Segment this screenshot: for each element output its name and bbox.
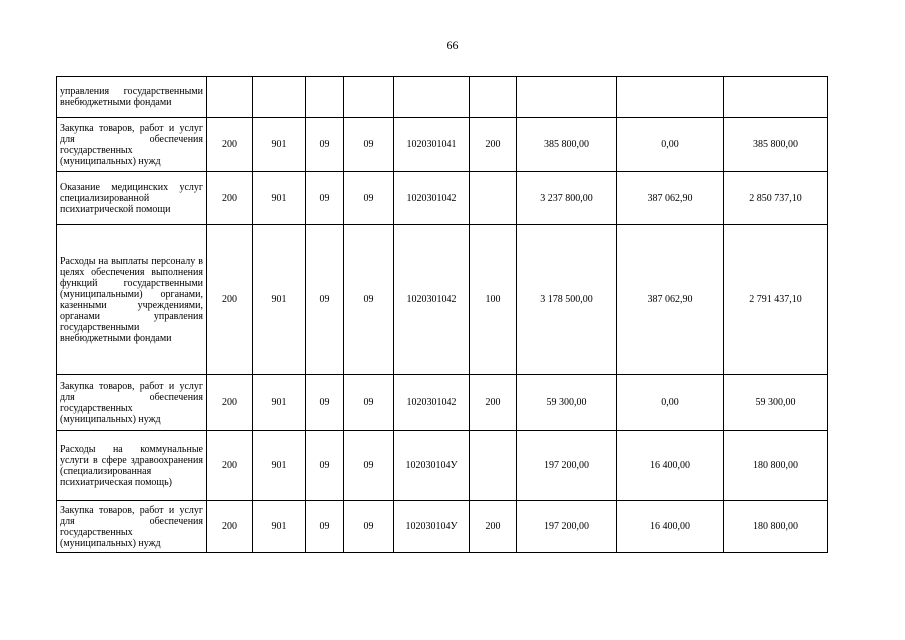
amount2-cell: 387 062,90 — [617, 225, 724, 375]
table-row — [57, 172, 828, 225]
amount1-cell: 3 237 800,00 — [517, 172, 617, 225]
page-number: 66 — [446, 38, 459, 52]
col1-cell: 200 — [207, 172, 253, 225]
row-name: Закупка товаров, работ и услуг для обеспечения государственных (муниципальных) нужд — [57, 501, 207, 553]
col4-cell: 09 — [344, 118, 394, 172]
amount3-cell: 385 800,00 — [724, 118, 828, 172]
col2-cell: 901 — [253, 431, 306, 501]
table-row — [57, 225, 828, 375]
amount1-cell — [517, 77, 617, 118]
amount1-cell: 197 200,00 — [517, 431, 617, 501]
col5-cell: 1020301042 — [394, 375, 470, 431]
col4-cell: 09 — [344, 375, 394, 431]
col4-cell — [344, 77, 394, 118]
col4-cell: 09 — [344, 172, 394, 225]
row-name: Расходы на коммунальные услуги в сфере здравоохранения (специализированная психиатрическая помощь) — [57, 431, 207, 501]
col5-cell: 102030104У — [394, 501, 470, 553]
row-name: управления государственными внебюджетными фондами — [57, 77, 207, 118]
amount3-cell: 2 850 737,10 — [724, 172, 828, 225]
amount2-cell: 16 400,00 — [617, 501, 724, 553]
amount2-cell: 16 400,00 — [617, 431, 724, 501]
amount3-cell — [724, 77, 828, 118]
amount2-cell — [617, 77, 724, 118]
col6-cell: 100 — [470, 225, 517, 375]
amount1-cell: 3 178 500,00 — [517, 225, 617, 375]
table-row — [57, 501, 828, 553]
row-name: Закупка товаров, работ и услуг для обеспечения государственных (муниципальных) нужд — [57, 118, 207, 172]
col6-cell — [470, 77, 517, 118]
table-row — [57, 431, 828, 501]
col4-cell: 09 — [344, 431, 394, 501]
col3-cell: 09 — [306, 375, 344, 431]
amount1-cell: 59 300,00 — [517, 375, 617, 431]
table-row — [57, 375, 828, 431]
row-name: Закупка товаров, работ и услуг для обеспечения государственных (муниципальных) нужд — [57, 375, 207, 431]
amount1-cell: 197 200,00 — [517, 501, 617, 553]
col1-cell — [207, 77, 253, 118]
budget-table — [56, 76, 828, 553]
col6-cell — [470, 172, 517, 225]
amount3-cell: 180 800,00 — [724, 501, 828, 553]
table-row — [57, 118, 828, 172]
col2-cell: 901 — [253, 375, 306, 431]
col3-cell: 09 — [306, 501, 344, 553]
col1-cell: 200 — [207, 375, 253, 431]
amount1-cell: 385 800,00 — [517, 118, 617, 172]
col6-cell: 200 — [470, 501, 517, 553]
col2-cell: 901 — [253, 225, 306, 375]
col4-cell: 09 — [344, 225, 394, 375]
col5-cell: 1020301042 — [394, 172, 470, 225]
col2-cell: 901 — [253, 118, 306, 172]
amount3-cell: 59 300,00 — [724, 375, 828, 431]
amount3-cell: 2 791 437,10 — [724, 225, 828, 375]
amount3-cell: 180 800,00 — [724, 431, 828, 501]
amount2-cell: 387 062,90 — [617, 172, 724, 225]
col3-cell — [306, 77, 344, 118]
col5-cell: 102030104У — [394, 431, 470, 501]
col1-cell: 200 — [207, 118, 253, 172]
row-name: Расходы на выплаты персоналу в целях обеспечения выполнения функций государственными (муниципальными) органами, казенными учреждениями, органами управления государственными внебюджетными фондами — [57, 225, 207, 375]
col1-cell: 200 — [207, 431, 253, 501]
col2-cell: 901 — [253, 501, 306, 553]
col5-cell — [394, 77, 470, 118]
col3-cell: 09 — [306, 431, 344, 501]
col5-cell: 1020301042 — [394, 225, 470, 375]
col2-cell — [253, 77, 306, 118]
col1-cell: 200 — [207, 225, 253, 375]
col3-cell: 09 — [306, 172, 344, 225]
col1-cell: 200 — [207, 501, 253, 553]
col4-cell: 09 — [344, 501, 394, 553]
col2-cell: 901 — [253, 172, 306, 225]
col6-cell — [470, 431, 517, 501]
col5-cell: 1020301041 — [394, 118, 470, 172]
col6-cell: 200 — [470, 375, 517, 431]
col3-cell: 09 — [306, 118, 344, 172]
table-row — [57, 77, 828, 118]
col3-cell: 09 — [306, 225, 344, 375]
col6-cell: 200 — [470, 118, 517, 172]
row-name: Оказание медицинских услуг специализированной психиатрической помощи — [57, 172, 207, 225]
amount2-cell: 0,00 — [617, 118, 724, 172]
amount2-cell: 0,00 — [617, 375, 724, 431]
